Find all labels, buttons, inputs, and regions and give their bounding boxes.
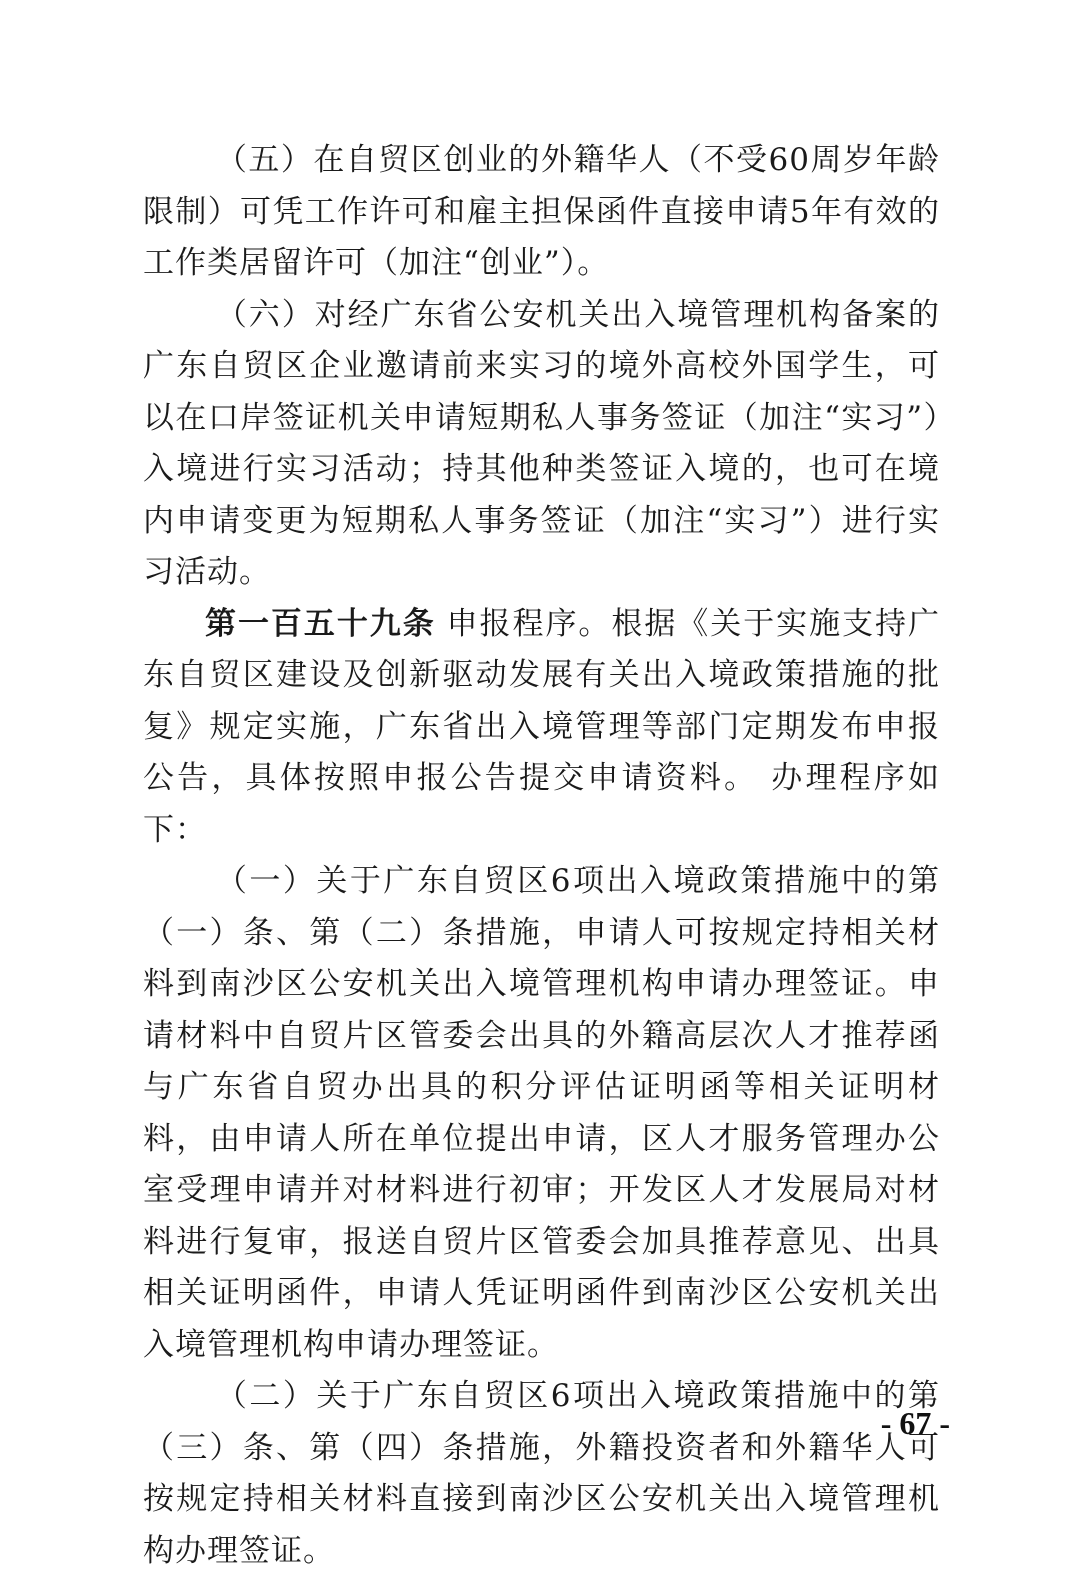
paragraph-procedure-2 <box>143 1371 940 1577</box>
paragraph-article-159 <box>143 599 940 857</box>
paragraph-text: （六）对经广东省公安机关出入境管理机构备案的广东自贸区企业邀请前来实习的境外高校外国学生，可以在口岸签证机关申请短期私人事务签证（加注“实习”）入境进行实习活动；持其他种类签证入境的，也可在境内申请变更为短期私人事务签证（加注“实习”）进行实习活动。 <box>143 296 940 590</box>
paragraph-procedure-1 <box>143 856 940 1371</box>
body-text <box>143 135 940 1577</box>
paragraph-text: 申报程序。根据《关于实施支持广东自贸区建设及创新驱动发展有关出入境政策措施的批复》规定实施，广东省出入境管理等部门定期发布申报公告，具体按照申报公告提交申请资料。 办理程序如下： <box>143 605 940 848</box>
page-number: - 67 - <box>880 1405 950 1441</box>
paragraph-text: （二）关于广东自贸区6项出入境政策措施中的第（三）条、第（四）条措施，外籍投资者和外籍华人可按规定持相关材料直接到南沙区公安机关出入境管理机构办理签证。 <box>143 1378 940 1569</box>
paragraph-item-6 <box>143 290 940 599</box>
article-heading: 第一百五十九条 <box>205 605 436 642</box>
paragraph-text: （五）在自贸区创业的外籍华人（不受60周岁年龄限制）可凭工作许可和雇主担保函件直接申请5年有效的工作类居留许可（加注“创业”）。 <box>143 142 940 281</box>
paragraph-item-5 <box>143 135 940 290</box>
paragraph-text: （一）关于广东自贸区6项出入境政策措施中的第（一）条、第（二）条措施，申请人可按规定持相关材料到南沙区公安机关出入境管理机构申请办理签证。申请材料中自贸片区管委会出具的外籍高层次人才推荐函与广东省自贸办出具的积分评估证明函等相关证明材料，由申请人所在单位提出申请，区人才服务管理办公室受理申请并对材料进行初审；开发区人才发展局对材料进行复审，报送自贸片区管委会加具推荐意见、出具相关证明函件，申请人凭证明函件到南沙区公安机关出入境管理机构申请办理签证。 <box>143 863 940 1363</box>
